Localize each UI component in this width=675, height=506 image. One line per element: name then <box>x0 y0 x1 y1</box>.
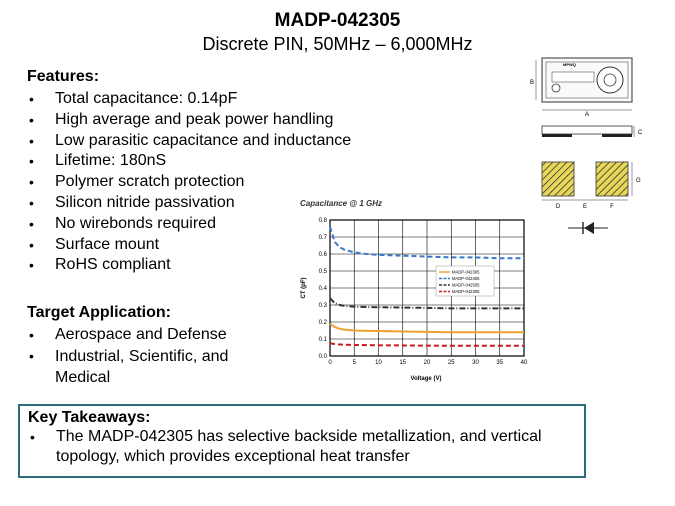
target-application-list <box>27 325 287 388</box>
chip-bottom-pads <box>542 162 641 210</box>
dim-label-g: G <box>636 178 641 184</box>
x-tick-label: 10 <box>375 360 382 366</box>
x-tick-label: 20 <box>423 360 431 366</box>
y-tick-label: 0.7 <box>318 235 327 241</box>
feature-item: • Lifetime: 180nS <box>27 151 351 172</box>
chart-legend <box>436 266 494 296</box>
target-application-heading: Target Application: <box>27 304 171 321</box>
x-tick-label: 30 <box>472 360 479 366</box>
feature-item: • No wirebonds required <box>27 214 351 235</box>
y-tick-label: 0.3 <box>318 303 327 309</box>
x-tick-label: 25 <box>447 360 455 366</box>
takeaway-item: • The MADP-042305 has selective backside metallization, and vertical topology, which provides exceptional heat transfer <box>28 427 576 467</box>
x-tick-label: 40 <box>520 360 528 366</box>
chart-title: Capacitance @ 1 GHz <box>300 199 383 208</box>
application-item: • Industrial, Scientific, and Medical <box>27 346 287 388</box>
chip-side-view <box>542 126 643 137</box>
chip-marking: MPWQ <box>563 62 576 67</box>
chart-grid <box>330 220 524 356</box>
key-takeaways-box <box>18 404 586 478</box>
features-heading: Features: <box>27 68 100 85</box>
feature-item: • Total capacitance: 0.14pF <box>27 89 351 110</box>
application-item: • Aerospace and Defense <box>27 325 287 346</box>
x-tick-label: 5 <box>352 360 356 366</box>
legend-label: MADP-042505 <box>452 282 480 288</box>
feature-item: • Low parasitic capacitance and inductance <box>27 131 351 152</box>
y-tick-label: 0.4 <box>318 286 327 292</box>
page-subtitle: Discrete PIN, 50MHz – 6,000MHz <box>202 34 473 54</box>
chart-ylabel: CT (pF) <box>301 277 307 299</box>
dim-label-d: D <box>555 204 561 210</box>
y-tick-label: 0.6 <box>318 252 327 258</box>
y-tick-label: 0.8 <box>318 218 327 224</box>
feature-item: • High average and peak power handling <box>27 110 351 131</box>
package-outline-drawing <box>528 52 648 242</box>
capacitance-chart <box>296 196 536 386</box>
y-tick-label: 0.2 <box>318 320 327 326</box>
y-tick-label: 0.1 <box>318 337 327 343</box>
dim-label-b: B <box>529 80 534 86</box>
chart-xlabel: Voltage (V) <box>410 376 442 382</box>
legend-label: MADP-042305 <box>452 269 480 275</box>
dim-label-c: C <box>638 130 643 136</box>
feature-item: • RoHS compliant <box>27 255 351 276</box>
legend-label: MADP-042305 <box>452 289 480 295</box>
page-title: MADP-042305 <box>274 10 401 31</box>
feature-item: • Surface mount <box>27 235 351 256</box>
x-tick-label: 15 <box>399 360 407 366</box>
legend-label: MADP-042405 <box>452 276 480 282</box>
y-tick-label: 0.0 <box>318 354 327 360</box>
diode-symbol-icon <box>568 222 608 234</box>
chip-top-view <box>530 58 632 118</box>
y-tick-label: 0.5 <box>318 269 327 275</box>
dim-label-e: E <box>582 204 588 210</box>
x-tick-label: 0 <box>328 360 332 366</box>
key-takeaways-heading: Key Takeaways: <box>28 409 151 426</box>
feature-item: • Silicon nitride passivation <box>27 193 351 214</box>
feature-item: • Polymer scratch protection <box>27 172 351 193</box>
dim-label-f: F <box>610 204 614 210</box>
dim-label-a: A <box>584 112 590 118</box>
x-tick-label: 35 <box>496 360 504 366</box>
